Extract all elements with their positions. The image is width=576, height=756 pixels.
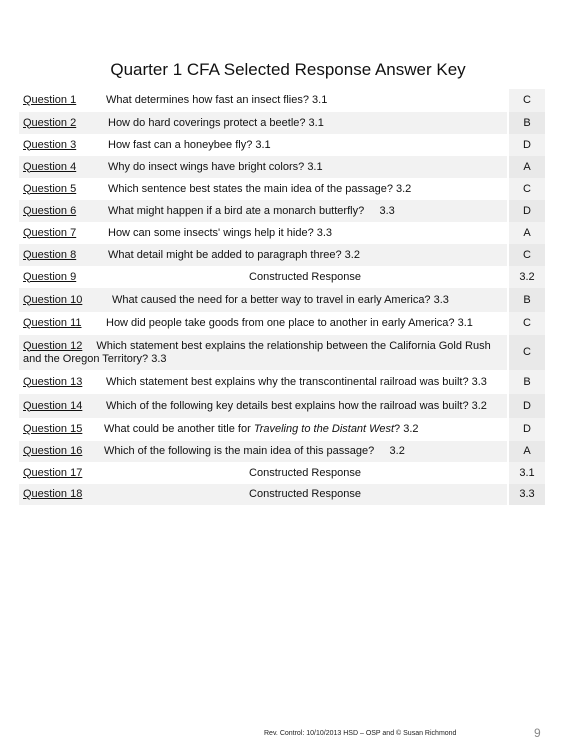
question-label: Question 13 (23, 375, 83, 388)
question-text: What determines how fast an insect flies? 3.1 (106, 94, 328, 106)
answer-cell: C (508, 244, 545, 266)
question-text: How can some insects' wings help it hide? 3.3 (108, 226, 333, 239)
question-label: Question 4 (23, 160, 77, 173)
table-row (19, 200, 545, 222)
question-text: How fast can a honeybee fly? 3.1 (108, 138, 271, 151)
table-row (19, 441, 545, 462)
table-row (19, 266, 545, 288)
page-number: 9 (534, 726, 541, 740)
question-label: Question 3 (23, 138, 77, 151)
question-text: Constructed Response (249, 466, 361, 479)
answer-cell: C (508, 335, 545, 370)
question-label: Question 18 (23, 488, 83, 500)
page-title: Quarter 1 CFA Selected Response Answer Key (110, 60, 466, 79)
question-text: What might happen if a bird ate a monarch butterfly? 3.3 (104, 200, 508, 222)
answer-cell: A (508, 156, 545, 178)
table-row (19, 394, 545, 418)
table-row (19, 370, 545, 394)
question-label: Question 17 (23, 466, 83, 479)
question-label: Question 8 (23, 248, 77, 261)
answer-cell: B (508, 288, 545, 312)
question-text: How do hard coverings protect a beetle? 3.1 (104, 112, 508, 134)
question-label: Question 14 (23, 399, 83, 412)
table-row (19, 418, 545, 441)
answer-cell: D (508, 200, 545, 222)
answer-cell: C (508, 178, 545, 200)
table-row (19, 156, 545, 178)
answer-cell: D (508, 394, 545, 418)
answer-cell: B (508, 112, 545, 134)
answer-cell: C (508, 89, 545, 112)
question-text: What could be another title for Traveling to the Distant West? 3.2 (104, 423, 419, 435)
question-label: Question 16 (23, 445, 83, 457)
question-label: Question 2 (23, 116, 77, 129)
book-title: Traveling to the Distant West (253, 423, 395, 435)
question-label: Question 11 (23, 317, 82, 329)
table-row (19, 244, 545, 266)
table-row (19, 112, 545, 134)
question-text: Which of the following key details best explains how the railroad was built? 3.2 (104, 394, 508, 418)
table-row (19, 312, 545, 335)
table-row (19, 178, 545, 200)
question-label: Question 5 (23, 182, 77, 195)
answer-cell: 3.3 (508, 484, 545, 505)
question-text: Which of the following is the main idea of this passage? 3.2 (104, 441, 508, 462)
question-label: Question 12 (23, 339, 83, 352)
question-label: Question 6 (23, 204, 77, 217)
table-row (19, 89, 545, 112)
question-label: Question 7 (23, 226, 77, 239)
question-text: Which statement best explains the relationship between the California Gold Rush and the Oregon Territory? 3.3 (23, 339, 491, 365)
table-row (19, 222, 545, 244)
question-text: Which statement best explains why the transcontinental railroad was built? 3.3 (106, 375, 487, 388)
question-text: Why do insect wings have bright colors? 3.1 (104, 156, 508, 178)
question-label: Question 1 (23, 94, 77, 106)
answer-cell: A (508, 441, 545, 462)
answer-cell: D (508, 134, 545, 156)
question-label: Question 15 (23, 423, 83, 435)
answer-cell: A (508, 222, 545, 244)
revision-footer: Rev. Control: 10/10/2013 HSD – OSP and © Susan Richmond (264, 730, 457, 737)
question-text: What detail might be added to paragraph three? 3.2 (104, 244, 508, 266)
answer-cell: C (508, 312, 545, 335)
answer-cell: D (508, 418, 545, 441)
answer-key-table (19, 89, 545, 505)
question-text: Constructed Response (249, 270, 361, 283)
answer-cell: B (508, 370, 545, 394)
table-row (19, 134, 545, 156)
answer-cell: 3.1 (508, 462, 545, 484)
question-label: Question 10 (23, 293, 83, 306)
table-row (19, 484, 545, 505)
question-text: How did people take goods from one place to another in early America? 3.1 (106, 317, 473, 329)
question-label: Question 9 (23, 270, 77, 283)
answer-cell: 3.2 (508, 266, 545, 288)
table-row (19, 462, 545, 484)
table-row (19, 335, 545, 370)
question-text: Which sentence best states the main idea of the passage? 3.2 (108, 182, 412, 195)
table-row (19, 288, 545, 312)
question-text: Constructed Response (104, 484, 508, 505)
question-text: What caused the need for a better way to travel in early America? 3.3 (104, 288, 508, 312)
